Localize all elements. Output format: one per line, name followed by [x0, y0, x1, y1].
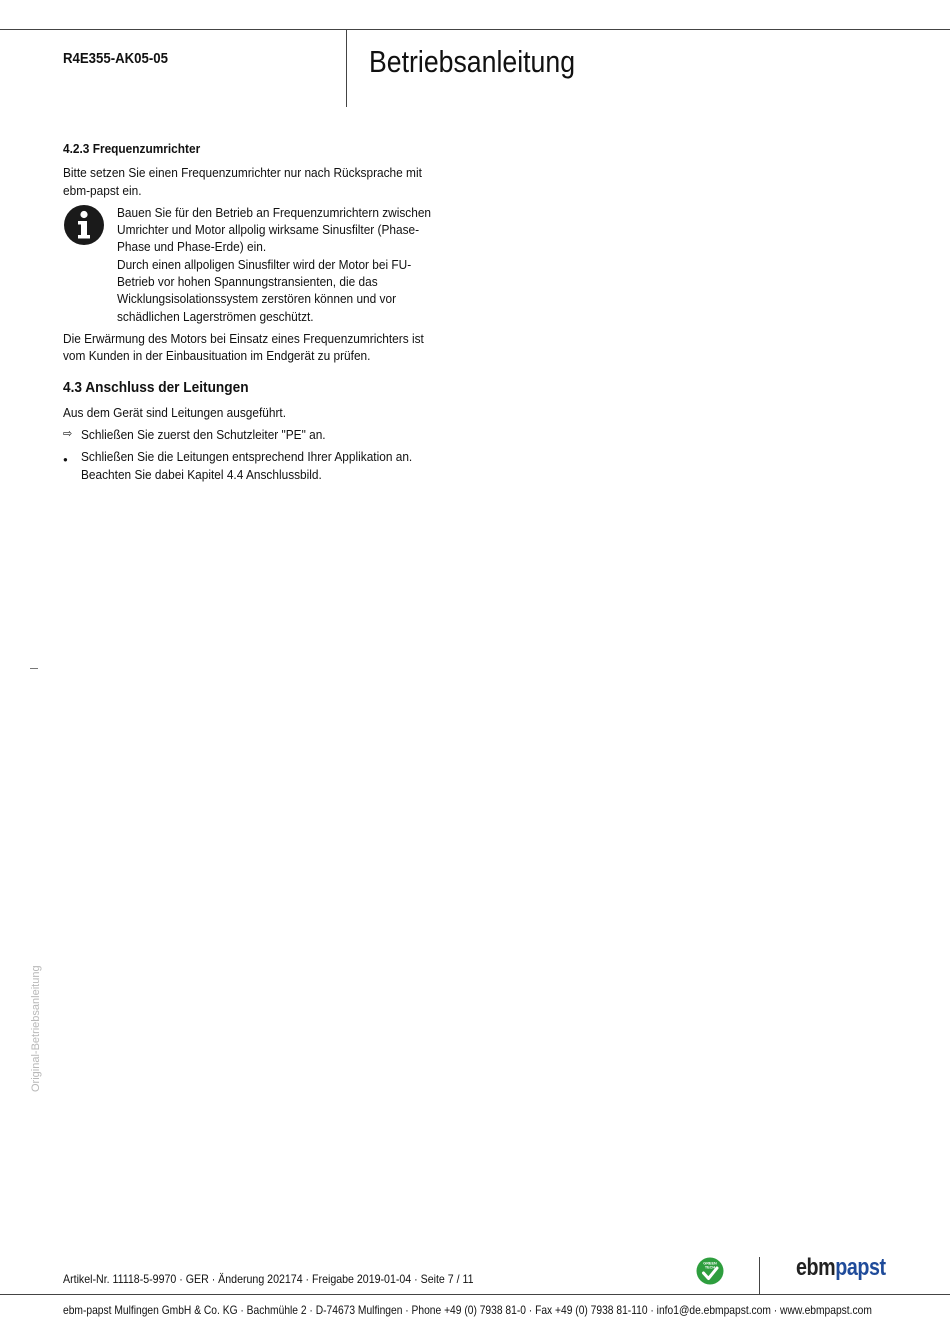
paragraph-intro: Bitte setzen Sie einen Frequenzumrichter nur nach Rücksprache mit ebm-papst ein.: [63, 165, 422, 198]
document-title: Betriebsanleitung: [369, 44, 576, 79]
header-rule: [0, 29, 950, 30]
model-number: R4E355-AK05-05: [63, 50, 168, 67]
section-heading-4-3: 4.3 Anschluss der Leitungen: [63, 378, 249, 396]
arrow-bullet-icon: ⇨: [63, 428, 73, 441]
ebmpapst-logo: [796, 1254, 905, 1282]
footer-rule: [0, 1294, 950, 1295]
logo-ebm: ebm: [796, 1254, 836, 1281]
side-label: Original-Betriebsanleitung: [30, 965, 42, 1092]
badge-text-1: GREEN: [703, 1261, 717, 1266]
badge-text-2: TECH: [704, 1265, 716, 1270]
list-item: ⇨ Schließen Sie zuerst den Schutzleiter "PE" an.: [63, 427, 326, 443]
info-text: Bauen Sie für den Betrieb an Frequenzumrichtern zwischen Umrichter und Motor allpolig wirksame Sinusfilter (Phase- Phase und Phase-Erde) ein. Durch einen allpoligen Sinusfilter wird der Motor bei FU- Betrieb vor hohen Spannungstransienten, die das Wicklungsisolationssystem zerstören können und vor schädlichen Lagerströmen geschützt.: [117, 204, 432, 324]
list-item: ● Schließen Sie die Leitungen entsprechend Ihrer Applikation an. Beachten Sie dabei Kapitel 4.4 Anschlussbild.: [63, 449, 413, 482]
green-tech-badge-icon: [696, 1257, 724, 1285]
main-content: [63, 140, 443, 488]
info-icon: [63, 204, 105, 246]
header-divider: [346, 30, 347, 107]
footer-company-info: ebm-papst Mulfingen GmbH & Co. KG · Bachmühle 2 · D-74673 Mulfingen · Phone +49 (0) 7938 81-0 · Fax +49 (0) 7938 81-110 · info1@de.ebmpapst.com · www.ebmpapst.com: [63, 1303, 872, 1317]
section-heading-4-2-3: 4.2.3 Frequenzumrichter: [63, 141, 201, 156]
info-note: [63, 204, 443, 325]
logo-papst: papst: [835, 1254, 886, 1281]
dot-bullet-icon: ●: [63, 455, 68, 465]
paragraph-4-3-intro: Aus dem Gerät sind Leitungen ausgeführt.: [63, 404, 287, 420]
footer-article-info: Artikel-Nr. 11118-5-9970 · GER · Änderung 202174 · Freigabe 2019-01-04 · Seite 7 / 11: [63, 1272, 474, 1286]
fold-mark: [30, 668, 38, 669]
logo-divider: [759, 1257, 760, 1295]
paragraph-outro: Die Erwärmung des Motors bei Einsatz eines Frequenzumrichters ist vom Kunden in der Einbausituation im Endgerät zu prüfen.: [63, 330, 424, 364]
